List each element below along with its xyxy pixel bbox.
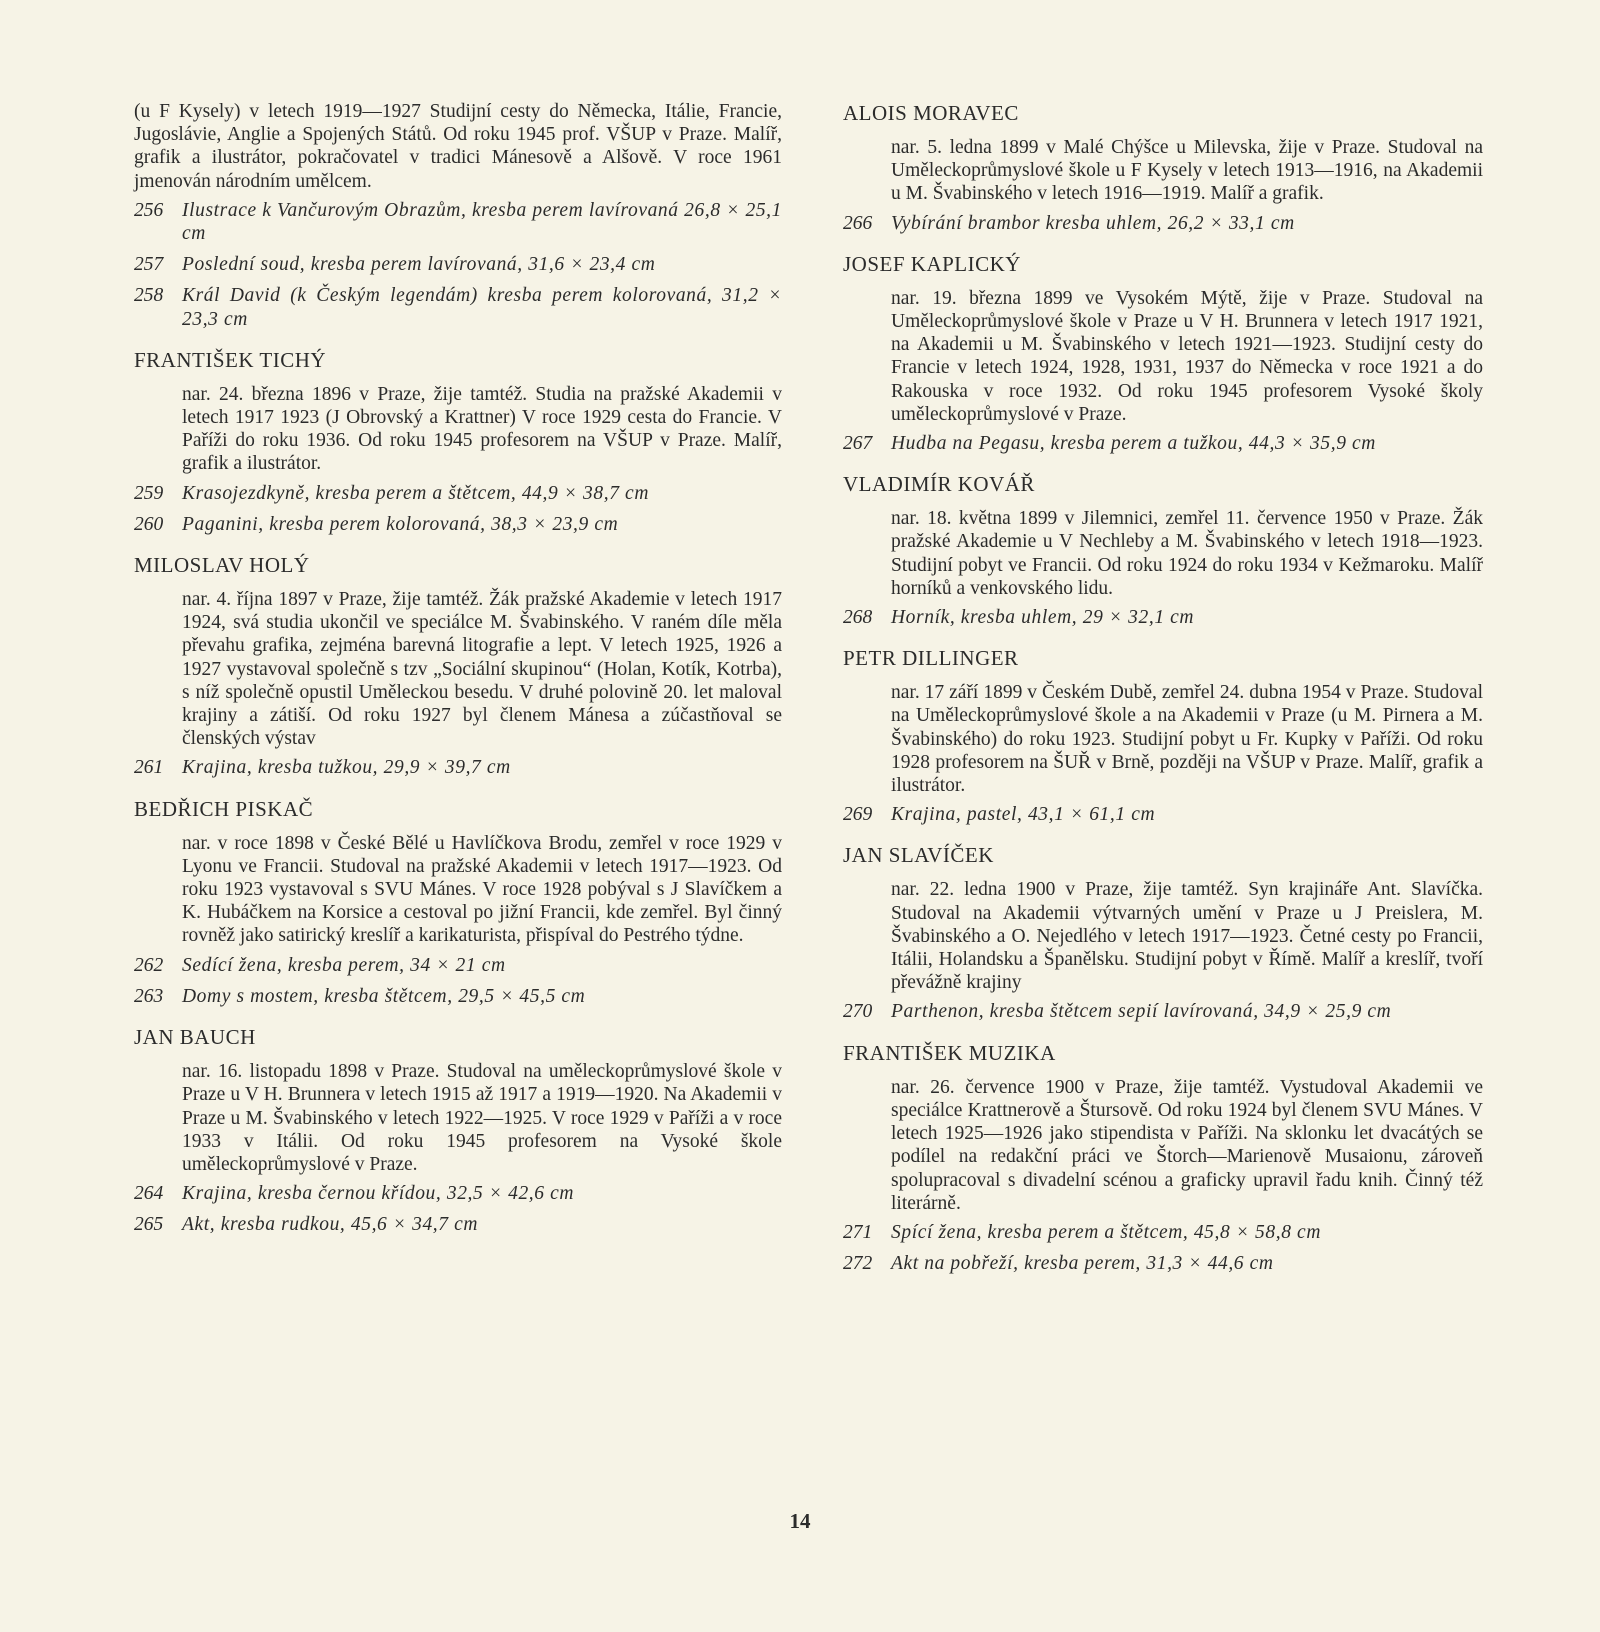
item-number: 271 (843, 1221, 873, 1243)
catalog-item (843, 1252, 1483, 1275)
item-number: 261 (134, 757, 164, 779)
item-text: Akt na pobřeží, kresba perem, 31,3 × 44,6 cm (891, 1253, 1274, 1275)
artist-bio: nar. 5. ledna 1899 v Malé Chýšce u Milevska, žije v Praze. Studoval na Uměleckoprůmyslové škole u F Kysely v letech 1913—1916, na Akademii u M. Švabinského v letech 1916—1919. Malíř a grafik. (891, 137, 1483, 205)
item-number: 263 (134, 985, 164, 1007)
item-number: 260 (134, 513, 164, 535)
artist-name: JAN SLAVÍČEK (843, 843, 994, 868)
item-text: Vybírání brambor kresba uhlem, 26,2 × 33,1 cm (891, 212, 1295, 234)
item-text: Král David (k Českým legendám) kresba perem kolorovaná, 31,2 × 23,3 cm (182, 285, 782, 330)
catalog-item (134, 513, 782, 536)
item-text: Spící žena, kresba perem a štětcem, 45,8 × 58,8 cm (891, 1221, 1321, 1243)
catalog-item (134, 756, 782, 779)
item-text: Parthenon, kresba štětcem sepií lavírovaná, 34,9 × 25,9 cm (891, 1001, 1392, 1023)
item-text: Domy s mostem, kresba štětcem, 29,5 × 45,5 cm (182, 985, 586, 1007)
item-text: Krajina, kresba černou křídou, 32,5 × 42,6 cm (182, 1183, 575, 1205)
catalog-item (134, 253, 782, 276)
item-text: Krajina, pastel, 43,1 × 61,1 cm (891, 804, 1156, 826)
item-number: 259 (134, 482, 164, 504)
catalog-item (134, 954, 782, 977)
item-number: 269 (843, 804, 873, 826)
artist-bio: nar. 22. ledna 1900 v Praze, žije tamtéž. Syn krajináře Ant. Slavíčka. Studoval na Akademii výtvarných umění v Praze u J Preislera, M. Švabinského a O. Nejedlého v letech 1917—1923. Četné cesty po Francii, Itálii, Holandsku a Španělsku. Studijní pobyt v Římě. Malíř a kreslíř, tvoří převážně krajiny (891, 879, 1483, 994)
catalog-item (134, 284, 782, 330)
item-number: 272 (843, 1253, 873, 1275)
artist-bio: nar. 4. října 1897 v Praze, žije tamtéž. Žák pražské Akademie v letech 1917 1924, svá studia ukončil ve speciálce M. Švabinského. V raném díle měla převahu grafika, zejména barevná litografie a lept. V letech 1925, 1926 a 1927 vystavoval společně s tzv „Sociální skupinou“ (Holan, Kotík, Kotrba), s níž společně opustil Uměleckou besedu. V druhé polovině 20. let maloval krajiny a zátiší. Od roku 1927 byl členem Mánesa a zúčastňoval se členských výstav (182, 589, 782, 750)
item-text: Ilustrace k Vančurovým Obrazům, kresba perem lavírovaná 26,8 × 25,1 cm (182, 199, 782, 245)
artist-bio: nar. v roce 1898 v České Bělé u Havlíčkova Brodu, zemřel v roce 1929 v Lyonu ve Francii. Studoval na pražské Akademii v letech 1917—1923. Od roku 1923 vystavoval s SVU Mánes. V roce 1928 pobýval s J Slavíčkem a K. Hubáčkem na Korsice a cestoval po jižní Francii, kde zemřel. Byl činný rovněž jako satirický kreslíř a karikaturista, přispíval do Pestrého týdne. (182, 832, 782, 947)
artist-name: JAN BAUCH (134, 1025, 256, 1050)
artist-bio: nar. 26. července 1900 v Praze, žije tamtéž. Vystudoval Akademii ve speciálce Krattnerově a Štursově. Od roku 1924 byl členem SVU Mánes. V letech 1925—1926 jako stipendista v Paříži. Na sklonku let dvacátých se podílel na redakční práci ve Štorch—Marienově Musaionu, zároveň spolupracoval s divadelní scénou a graficky upravil řadu knih. Činný též literárně. (891, 1076, 1483, 1214)
artist-name: ALOIS MORAVEC (843, 101, 1019, 125)
catalog-item (843, 432, 1483, 455)
artist-bio: nar. 16. listopadu 1898 v Praze. Studoval na uměleckoprůmyslové škole v Praze u V H. Brunnera v letech 1915 až 1917 a 1919—1920. Na Akademii v Praze u M. Švabinského v letech 1922—1925. V roce 1929 v Paříži a v roce 1933 v Itálii. Od roku 1945 profesorem na Vysoké škole uměleckoprůmyslové v Praze. (182, 1061, 782, 1175)
item-text: Paganini, kresba perem kolorovaná, 38,3 × 23,9 cm (182, 513, 619, 535)
catalog-item (134, 985, 782, 1008)
catalog-item (134, 482, 782, 505)
catalog-item (134, 199, 782, 245)
right-column (843, 100, 1483, 1283)
item-text: Akt, kresba rudkou, 45,6 × 34,7 cm (182, 1214, 479, 1236)
left-column (134, 100, 782, 1245)
intro-paragraph: (u F Kysely) v letech 1919—1927 Studijní cesty do Německa, Itálie, Francie, Jugoslávie, Anglie a Spojených Států. Od roku 1945 prof. VŠUP v Praze. Malíř, grafik a ilustrátor, pokračovatel v tradici Mánesově a Alšově. V roce 1961 jmenován národním umělcem. (134, 101, 782, 192)
item-number: 264 (134, 1183, 164, 1205)
artist-name: VLADIMÍR KOVÁŘ (843, 472, 1035, 497)
catalog-item (843, 606, 1483, 629)
artist-bio: nar. 18. května 1899 v Jilemnici, zemřel 11. července 1950 v Praze. Žák pražské Akademie u V Nechleby a M. Švabinského v letech 1918—1923. Studijní pobyt ve Francii. Od roku 1924 do roku 1934 v Kežmaroku. Malíř horníků a venkovského lidu. (891, 508, 1483, 599)
artist-name: MILOSLAV HOLÝ (134, 553, 310, 578)
item-text: Krasojezdkyně, kresba perem a štětcem, 44,9 × 38,7 cm (182, 482, 649, 504)
item-number: 265 (134, 1214, 164, 1236)
catalog-item (843, 1221, 1483, 1244)
item-text: Krajina, kresba tužkou, 29,9 × 39,7 cm (182, 757, 511, 779)
artist-bio: nar. 19. března 1899 ve Vysokém Mýtě, žije v Praze. Studoval na Uměleckoprůmyslové škole v Praze u V H. Brunnera v letech 1917 1921, na Akademii u M. Švabinského v letech 1921—1923. Studijní cesty do Francie v letech 1924, 1928, 1931, 1937 do Německa v roce 1921 a do Rakouska v roce 1932. Od roku 1945 profesorem Vysoké školy uměleckoprůmyslové v Praze. (891, 287, 1483, 425)
artist-name: FRANTIŠEK TICHÝ (134, 347, 327, 372)
item-text: Sedící žena, kresba perem, 34 × 21 cm (182, 954, 506, 976)
catalog-item (134, 1213, 782, 1236)
item-number: 256 (134, 199, 164, 221)
artist-name: PETR DILLINGER (843, 646, 1019, 671)
catalog-item (843, 212, 1483, 235)
item-number: 262 (134, 954, 164, 976)
catalog-item (134, 1182, 782, 1205)
item-text: Hudba na Pegasu, kresba perem a tužkou, 44,3 × 35,9 cm (891, 433, 1376, 455)
catalog-item (843, 1000, 1483, 1023)
item-number: 267 (843, 433, 873, 455)
item-text: Poslední soud, kresba perem lavírovaná, 31,6 × 23,4 cm (182, 254, 656, 276)
item-number: 257 (134, 254, 164, 276)
artist-bio: nar. 17 září 1899 v Českém Dubě, zemřel 24. dubna 1954 v Praze. Studoval na Uměleckoprůmyslové škole a na Akademii v Praze (u M. Pirnera a M. Švabinského) do roku 1923. Studijní pobyt u Fr. Kupky v Paříži. Od roku 1928 profesorem na ŠUŘ v Brně, později na VŠUP v Praze. Malíř, grafik a ilustrátor. (891, 682, 1483, 797)
artist-name: BEDŘICH PISKAČ (134, 796, 314, 821)
item-number: 266 (843, 212, 873, 234)
item-number: 268 (843, 607, 873, 629)
item-number: 270 (843, 1001, 873, 1023)
artist-name: JOSEF KAPLICKÝ (843, 251, 1021, 276)
catalog-item (843, 803, 1483, 826)
artist-bio: nar. 24. března 1896 v Praze, žije tamtéž. Studia na pražské Akademii v letech 1917 1923 (J Obrovský a Krattner) V roce 1929 cesta do Francie. V Paříži do roku 1936. Od roku 1945 profesorem na VŠUP v Praze. Malíř, grafik a ilustrátor. (182, 383, 782, 475)
artist-name: FRANTIŠEK MUZIKA (843, 1040, 1056, 1065)
item-text: Horník, kresba uhlem, 29 × 32,1 cm (891, 607, 1195, 629)
item-number: 258 (134, 285, 164, 307)
page-number: 14 (789, 1509, 811, 1533)
